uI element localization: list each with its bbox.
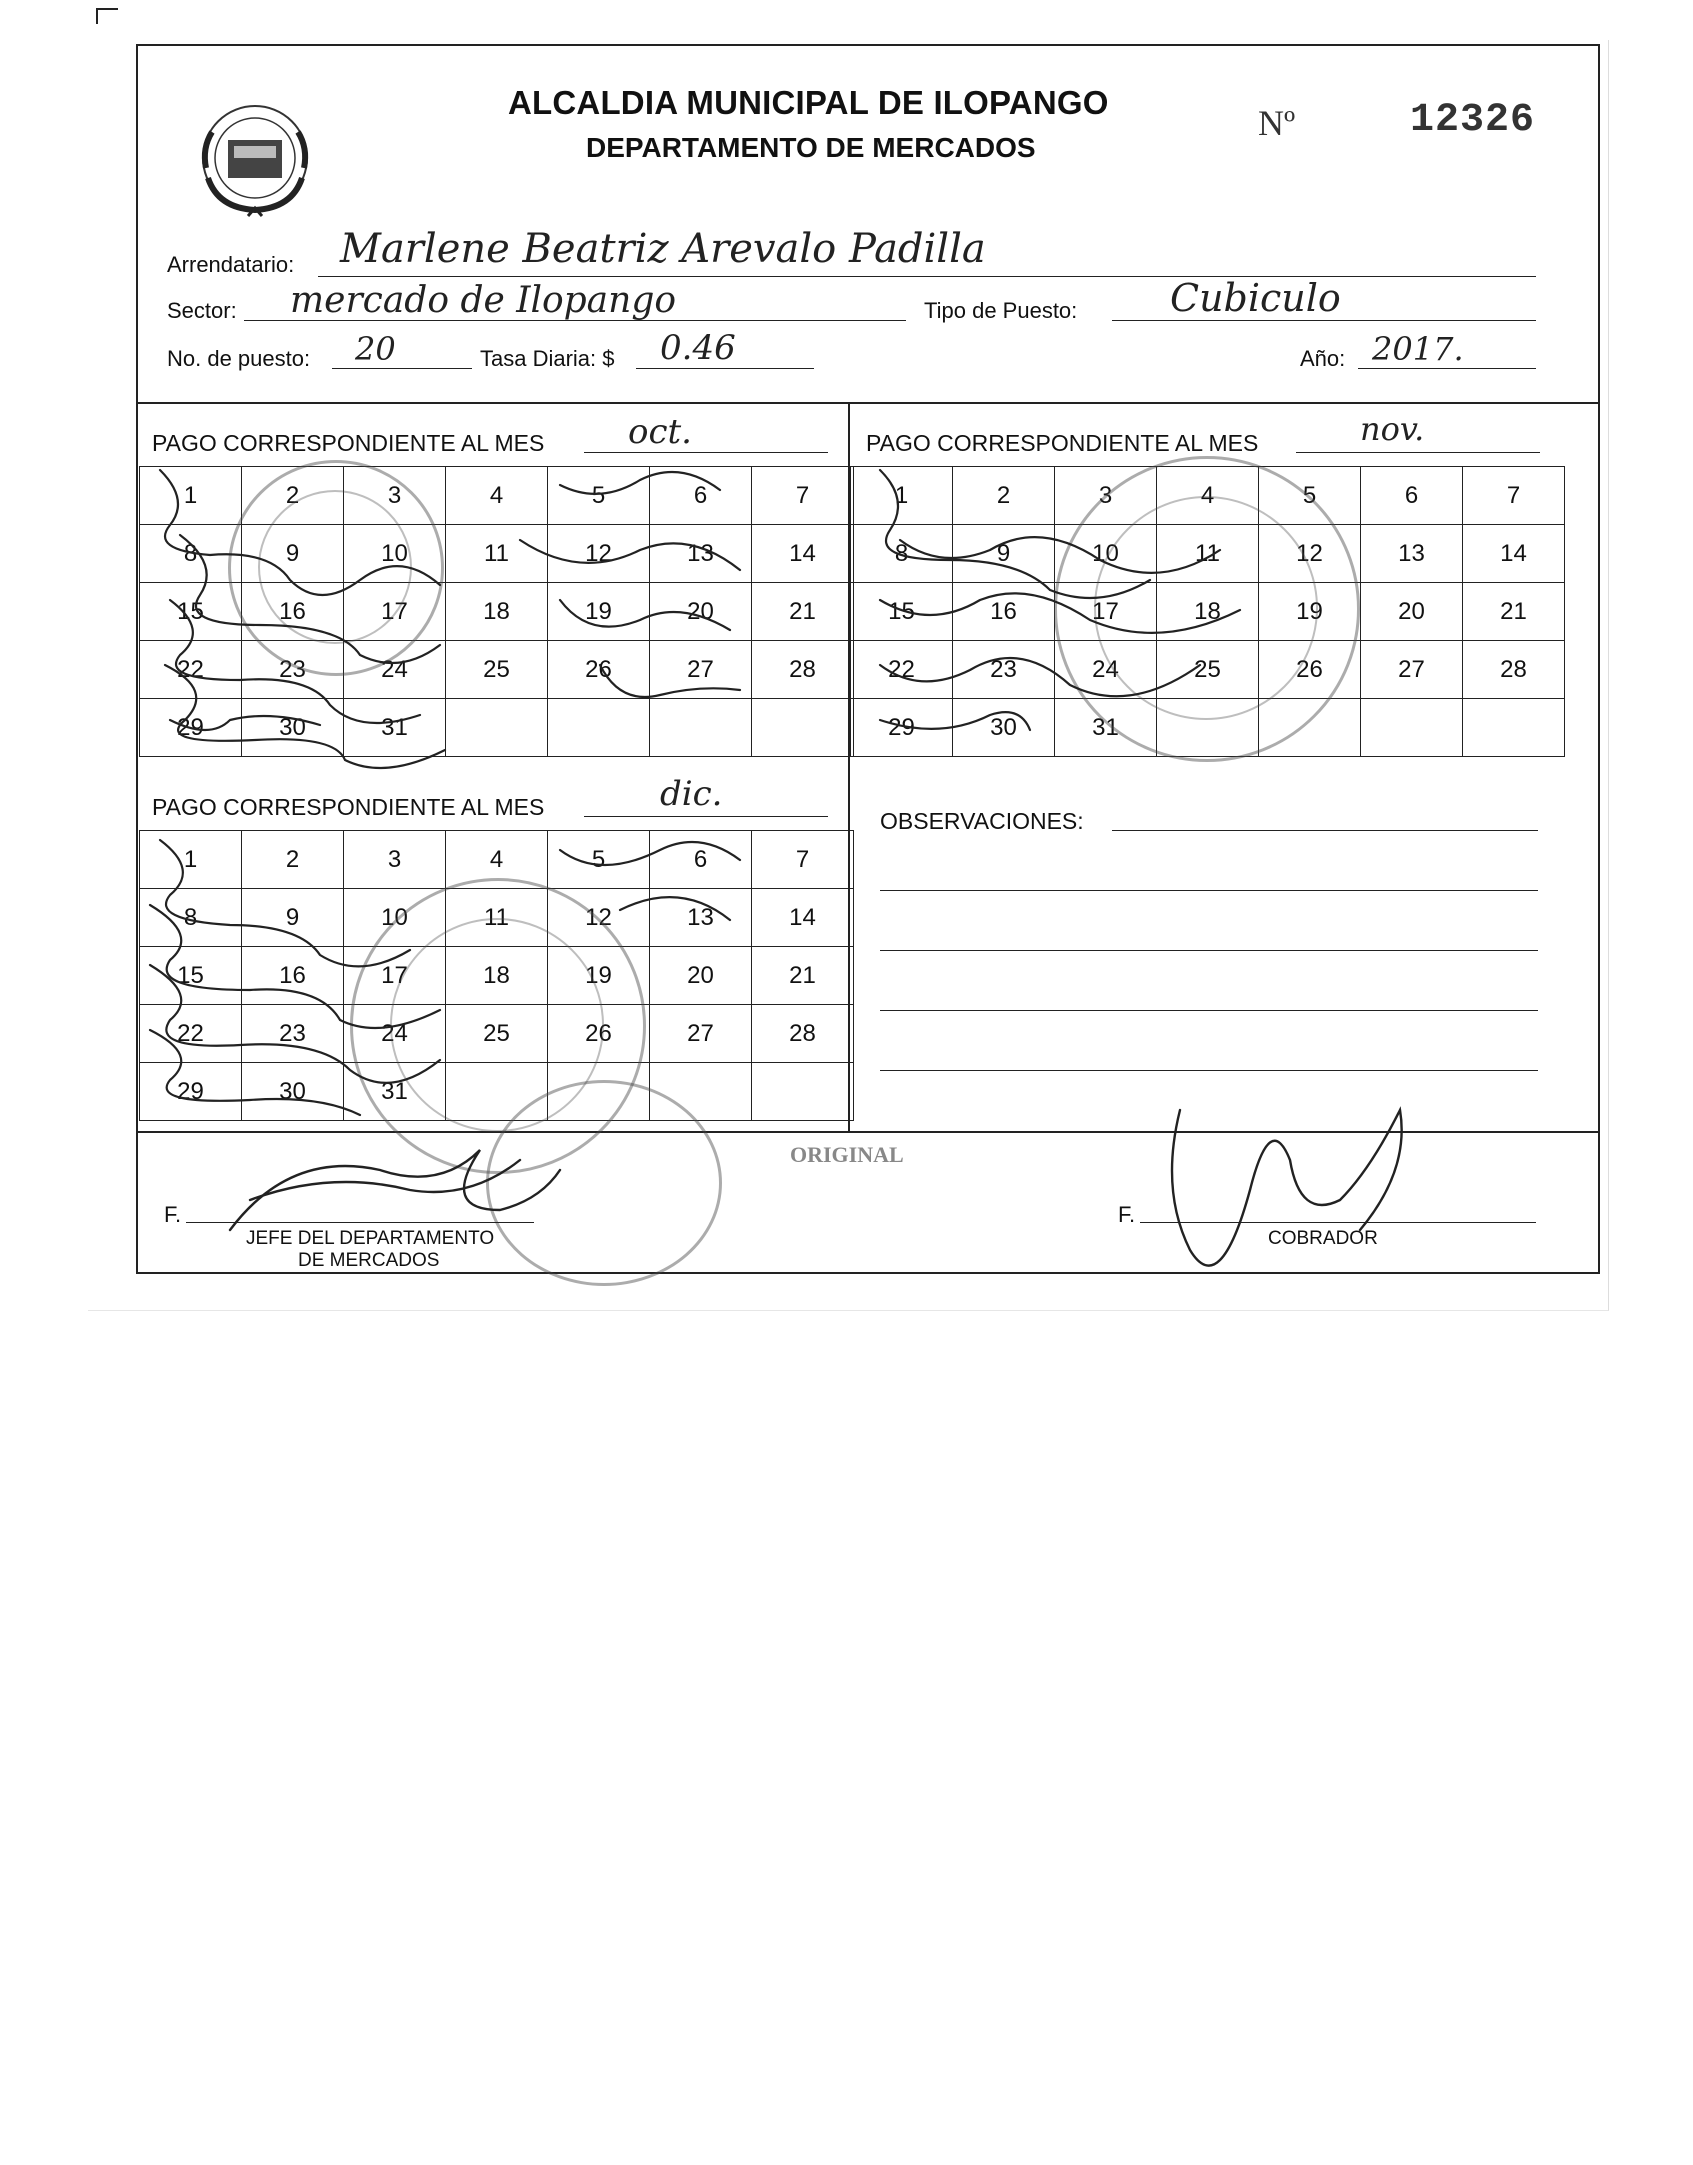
day-cell: 17	[1055, 583, 1157, 641]
tipo-puesto-label: Tipo de Puesto:	[924, 298, 1078, 323]
day-cell: 23	[953, 641, 1055, 699]
day-cell: 5	[548, 467, 650, 525]
tipo-puesto-value: Cubiculo	[1170, 276, 1341, 320]
day-cell: 8	[140, 525, 242, 583]
day-cell: 10	[344, 889, 446, 947]
municipal-seal-logo	[178, 78, 332, 228]
page-subtitle: DEPARTAMENTO DE MERCADOS	[586, 132, 1036, 163]
day-cell: 24	[344, 1005, 446, 1063]
day-cell: 7	[752, 467, 854, 525]
mes-1-value: oct.	[628, 412, 692, 452]
day-cell: 24	[344, 641, 446, 699]
observaciones-line-5	[880, 1070, 1538, 1071]
anio-label: Año:	[1300, 346, 1346, 371]
day-cell: 19	[1259, 583, 1361, 641]
day-cell: 21	[752, 583, 854, 641]
day-cell: 18	[446, 583, 548, 641]
day-cell: 1	[851, 467, 953, 525]
day-cell: 29	[140, 699, 242, 757]
stamp-month-1-inner	[258, 490, 412, 644]
day-cell: 29	[851, 699, 953, 757]
day-cell: 8	[851, 525, 953, 583]
day-cell: 13	[650, 889, 752, 947]
day-cell: 20	[650, 583, 752, 641]
day-cell: 25	[446, 641, 548, 699]
day-cell: 16	[242, 947, 344, 1005]
observaciones-line-3	[880, 950, 1538, 951]
day-cell: 30	[242, 1063, 344, 1121]
day-cell: 28	[752, 1005, 854, 1063]
empty-cell	[548, 699, 650, 757]
tasa-label: Tasa Diaria: $	[480, 346, 615, 371]
day-cell: 22	[140, 1005, 242, 1063]
mes-2-line	[1296, 452, 1540, 453]
day-cell: 31	[344, 699, 446, 757]
arrendatario-value: Marlene Beatriz Arevalo Padilla	[340, 226, 986, 272]
day-cell: 22	[140, 641, 242, 699]
mes-3-value: dic.	[660, 774, 723, 814]
day-cell: 2	[242, 467, 344, 525]
empty-cell	[752, 699, 854, 757]
tasa-value: 0.46	[660, 328, 736, 368]
day-cell: 21	[752, 947, 854, 1005]
day-cell: 31	[344, 1063, 446, 1121]
day-cell: 7	[1463, 467, 1565, 525]
sector-label: Sector:	[167, 298, 237, 323]
day-cell: 14	[752, 889, 854, 947]
day-cell: 11	[1157, 525, 1259, 583]
day-cell: 26	[1259, 641, 1361, 699]
day-cell: 13	[650, 525, 752, 583]
no-puesto-label: No. de puesto:	[167, 346, 311, 371]
tasa-line	[636, 368, 814, 369]
page-title: ALCALDIA MUNICIPAL DE ILOPANGO	[508, 84, 1109, 121]
day-cell: 12	[548, 525, 650, 583]
scan-corner-mark	[96, 8, 118, 24]
day-cell: 25	[446, 1005, 548, 1063]
receipt-number-label: Nº	[1258, 103, 1296, 143]
day-cell: 14	[752, 525, 854, 583]
day-cell: 23	[242, 641, 344, 699]
day-cell: 31	[1055, 699, 1157, 757]
cobrador-title: COBRADOR	[1268, 1228, 1378, 1249]
observaciones-line-2	[880, 890, 1538, 891]
receipt-number: 12326	[1410, 98, 1536, 143]
day-cell: 29	[140, 1063, 242, 1121]
header-divider	[136, 402, 1600, 404]
day-cell: 20	[650, 947, 752, 1005]
empty-cell	[446, 699, 548, 757]
anio-value: 2017.	[1372, 330, 1464, 368]
day-cell: 2	[953, 467, 1055, 525]
no-puesto-value: 20	[355, 330, 396, 368]
day-cell: 27	[650, 1005, 752, 1063]
day-cell: 27	[1361, 641, 1463, 699]
day-cell: 28	[1463, 641, 1565, 699]
empty-cell	[1361, 699, 1463, 757]
mes-3-line	[584, 816, 828, 817]
observaciones-line-1	[1112, 830, 1538, 831]
day-cell: 24	[1055, 641, 1157, 699]
day-cell: 17	[344, 583, 446, 641]
day-cell: 22	[851, 641, 953, 699]
day-cell: 19	[548, 947, 650, 1005]
day-cell: 4	[1157, 467, 1259, 525]
day-cell: 6	[1361, 467, 1463, 525]
cobrador-signature-line	[1140, 1222, 1536, 1223]
day-cell: 1	[140, 831, 242, 889]
day-cell: 5	[1259, 467, 1361, 525]
day-cell: 15	[851, 583, 953, 641]
day-cell: 15	[140, 947, 242, 1005]
day-cell: 26	[548, 641, 650, 699]
day-cell: 7	[752, 831, 854, 889]
arrendatario-line	[318, 276, 1536, 277]
day-cell: 10	[344, 525, 446, 583]
mes-2-label: PAGO CORRESPONDIENTE AL MES	[866, 430, 1259, 456]
mes-3-label: PAGO CORRESPONDIENTE AL MES	[152, 794, 545, 820]
day-cell: 25	[1157, 641, 1259, 699]
day-cell: 18	[1157, 583, 1259, 641]
day-cell: 12	[548, 889, 650, 947]
day-cell: 9	[953, 525, 1055, 583]
empty-cell	[1463, 699, 1565, 757]
day-cell: 5	[548, 831, 650, 889]
sector-value: mercado de Ilopango	[290, 280, 677, 321]
mes-1-line	[584, 452, 828, 453]
day-cell: 30	[953, 699, 1055, 757]
observaciones-label: OBSERVACIONES:	[880, 808, 1084, 834]
day-cell: 3	[344, 831, 446, 889]
mes-1-label: PAGO CORRESPONDIENTE AL MES	[152, 430, 545, 456]
stamp-month-2-inner	[1094, 496, 1318, 720]
day-cell: 13	[1361, 525, 1463, 583]
day-cell: 10	[1055, 525, 1157, 583]
day-cell: 8	[140, 889, 242, 947]
no-puesto-line	[332, 368, 472, 369]
original-stamp-text: ORIGINAL	[790, 1142, 904, 1167]
empty-cell	[650, 699, 752, 757]
day-cell: 28	[752, 641, 854, 699]
jefe-signature-line	[186, 1222, 534, 1223]
footer-divider	[136, 1131, 1600, 1133]
jefe-title-line1: JEFE DEL DEPARTAMENTO	[246, 1228, 495, 1249]
day-cell: 3	[1055, 467, 1157, 525]
day-cell: 30	[242, 699, 344, 757]
day-cell: 4	[446, 831, 548, 889]
day-cell: 4	[446, 467, 548, 525]
day-cell: 20	[1361, 583, 1463, 641]
day-cell: 27	[650, 641, 752, 699]
day-cell: 16	[242, 583, 344, 641]
day-cell: 11	[446, 525, 548, 583]
arrendatario-label: Arrendatario:	[167, 252, 295, 277]
day-cell: 16	[953, 583, 1055, 641]
day-cell: 1	[140, 467, 242, 525]
day-cell: 9	[242, 889, 344, 947]
day-cell: 9	[242, 525, 344, 583]
day-cell: 3	[344, 467, 446, 525]
day-cell: 6	[650, 831, 752, 889]
day-cell: 23	[242, 1005, 344, 1063]
jefe-title-line2: DE MERCADOS	[298, 1250, 440, 1271]
cobrador-f-label: F.	[1118, 1202, 1136, 1227]
stamp-footer	[486, 1080, 722, 1286]
day-cell: 2	[242, 831, 344, 889]
day-cell: 11	[446, 889, 548, 947]
day-cell: 14	[1463, 525, 1565, 583]
tipo-puesto-line	[1112, 320, 1536, 321]
day-cell: 17	[344, 947, 446, 1005]
empty-cell	[752, 1063, 854, 1121]
day-cell: 12	[1259, 525, 1361, 583]
anio-line	[1358, 368, 1536, 369]
mes-2-value: nov.	[1360, 410, 1425, 448]
jefe-f-label: F.	[164, 1202, 182, 1227]
day-cell: 19	[548, 583, 650, 641]
day-cell: 21	[1463, 583, 1565, 641]
day-cell: 18	[446, 947, 548, 1005]
day-cell: 26	[548, 1005, 650, 1063]
observaciones-line-4	[880, 1010, 1538, 1011]
day-cell: 15	[140, 583, 242, 641]
day-cell: 6	[650, 467, 752, 525]
